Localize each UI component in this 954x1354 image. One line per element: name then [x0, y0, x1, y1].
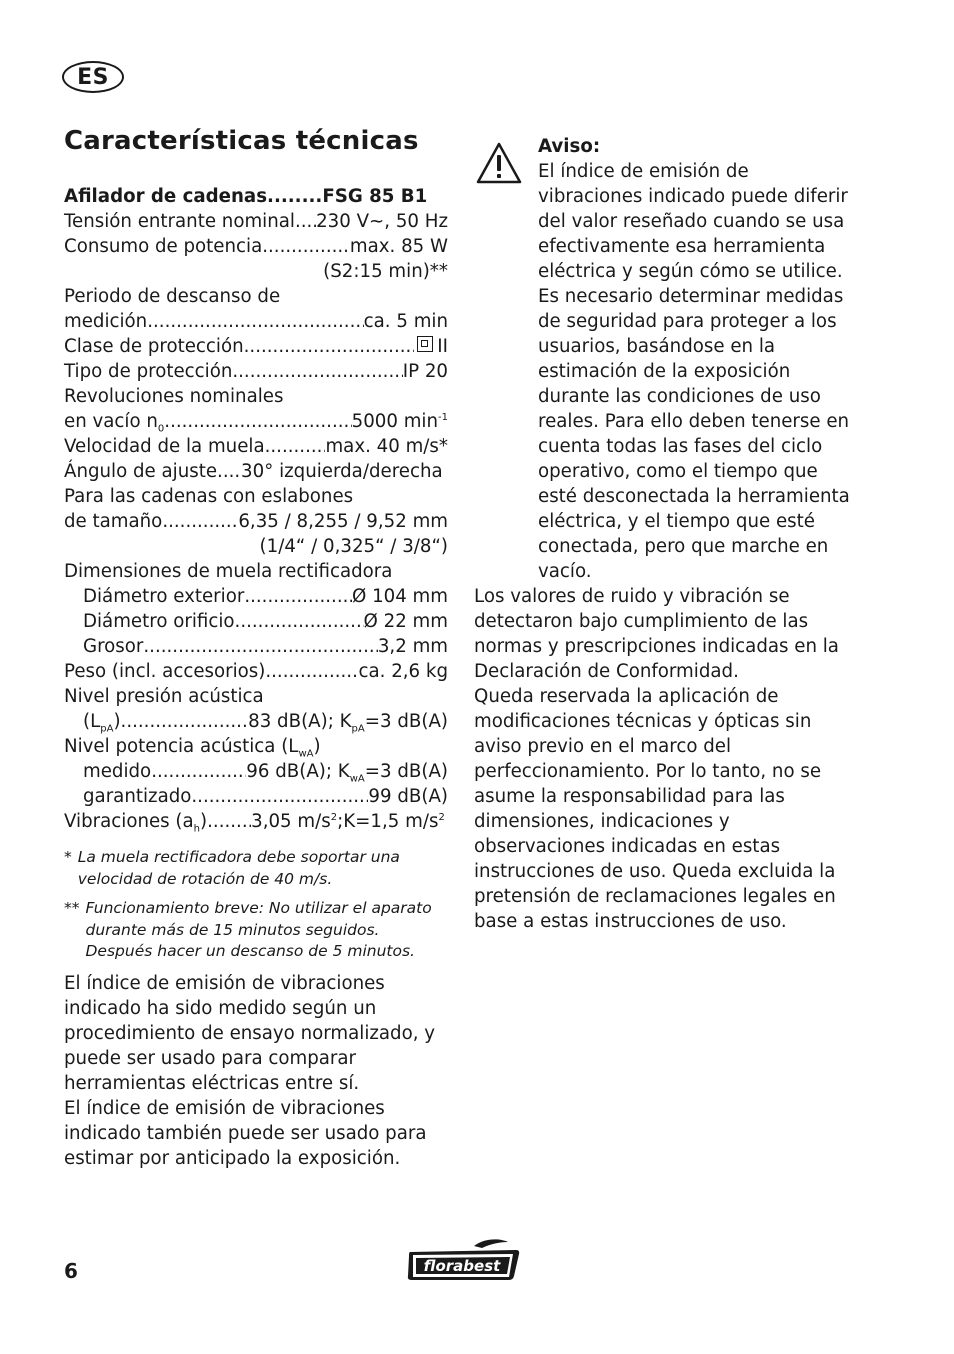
spec-row-power-note: (S2:15 min)** [323, 261, 448, 282]
left-column [64, 184, 448, 1171]
spec-row-sound-power-label: Nivel potencia acústica $(L_{wA})$ [64, 736, 321, 760]
spec-row-bore: Diámetro orificio ..... Ø 22 mm [64, 609, 448, 634]
spec-row-thickness: Grosor ..... 3,2 mm [64, 634, 448, 659]
footnotes [64, 847, 448, 963]
footnote: * La muela rectificadora debe soportar una velocidad de rotación de 40 m/s. [64, 848, 400, 888]
spec-row-outer-diameter: Diámetro exterior ..... Ø 104 mm [64, 584, 448, 609]
paragraph: El índice de emisión de vibraciones indicado también puede ser usado para estimar por anticipado la exposición. [64, 1097, 427, 1169]
left-paragraphs [64, 971, 448, 1171]
spec-row-chain: de tamaño ..... 6,35 / 8,255 / 9,52 mm [64, 509, 448, 534]
spec-row-rest: medición ..... ca. 5 min [64, 309, 448, 334]
spec-row-chain-inch: (1/4“ / 0,325“ / 3/8“) [259, 536, 448, 557]
warning-block [538, 134, 858, 584]
spec-list [64, 184, 448, 834]
warning-paragraph: El índice de emisión de vibraciones indicado puede diferir del valor reseñado cuando se usa efectivamente esa herramienta eléctrica y según cómo se utilice. [538, 161, 848, 282]
paragraph: El índice de emisión de vibraciones indicado ha sido medido según un procedimiento de ensayo normalizado, y puede ser usado para comparar herramientas eléctricas entre sí. [64, 972, 436, 1094]
logo-text: florabest [423, 1257, 501, 1275]
spec-row-wheel-dims: Dimensiones de muela rectificadora [64, 561, 393, 582]
warning-paragraph: Es necesario determinar medidas de seguridad para proteger a los usuarios, basándose en la estimación de la exposición durante las condiciones de uso reales. Para ello deben tenerse en cuenta todas las fases del ciclo operativo, como el tiempo que esté desconectada la herramienta eléctrica, y el tiempo que esté conectada, pero que marche en vacío. [538, 286, 850, 582]
spec-row-guaranteed: garantizado ..... 99 dB(A) [64, 784, 448, 809]
spec-row-speed: en vacío $n_0$ ..... 5000 $\min^{-1}$ [64, 409, 448, 434]
spec-row-sound-pressure: $(L_{pA})$ ..... 83 dB(A); $K_{pA}=3$ dB(A) [64, 709, 448, 734]
spec-row-rest-label: Periodo de descanso de [64, 286, 281, 307]
language-badge: ES [62, 61, 124, 93]
spec-row-speed-label: Revoluciones nominales [64, 386, 284, 407]
protection-class-ii-icon [417, 336, 433, 352]
spec-row-angle: Ángulo de ajuste ..... 30° izquierda/derecha [64, 459, 448, 484]
warning-title: Aviso: [538, 136, 601, 157]
paragraph: Queda reservada la aplicación de modificaciones técnicas y ópticas sin aviso previo en el marco del perfeccionamiento. Por lo tanto, no se asume la responsabilidad para las dimensiones, indicaciones y observaciones indicadas en estas instrucciones de uso. Queda excluida la pretensión de reclamaciones legales en base a estas instrucciones de uso. [474, 686, 836, 932]
page-number: 6 [64, 1259, 78, 1283]
spec-row-chain-label: Para las cadenas con eslabones [64, 486, 354, 507]
footnote: ** Funcionamiento breve: No utilizar el aparato durante más de 15 minutos seguidos. Después hacer un descanso de 5 minutos. [64, 899, 432, 960]
right-column [474, 584, 864, 934]
spec-heading: Afilador de cadenas ........ FSG 85 B1 [64, 186, 428, 207]
spec-row-power: Consumo de potencia ..... max. 85 W [64, 234, 448, 259]
spec-row-measured: medido ..... 96 dB(A); $K_{wA}=3$ dB(A) [64, 759, 448, 784]
spec-row-voltage: Tensión entrante nominal ..... 230 V~, 50 Hz [64, 209, 448, 234]
spec-row-protection-type: Tipo de protección ..... IP 20 [64, 359, 448, 384]
spec-row-weight: Peso (incl. accesorios) ..... ca. 2,6 kg [64, 659, 448, 684]
page-title: Características técnicas [64, 126, 419, 156]
spec-row-protection-class: Clase de protección ..... II [64, 334, 448, 359]
paragraph: Los valores de ruido y vibración se detectaron bajo cumplimiento de las normas y prescripciones indicadas en la Declaración de Conformidad. [474, 586, 839, 682]
spec-row-sound-pressure-label: Nivel presión acústica [64, 686, 264, 707]
spec-row-vibration: Vibraciones $(a_h)$ ..... 3,05 $m/s^2;K=1,5$ $m/s^2$ [64, 809, 448, 834]
spec-row-wheel-speed: Velocidad de la muela ..... max. 40 m/s* [64, 434, 448, 459]
warning-triangle-icon [476, 142, 522, 184]
florabest-logo [404, 1236, 522, 1284]
